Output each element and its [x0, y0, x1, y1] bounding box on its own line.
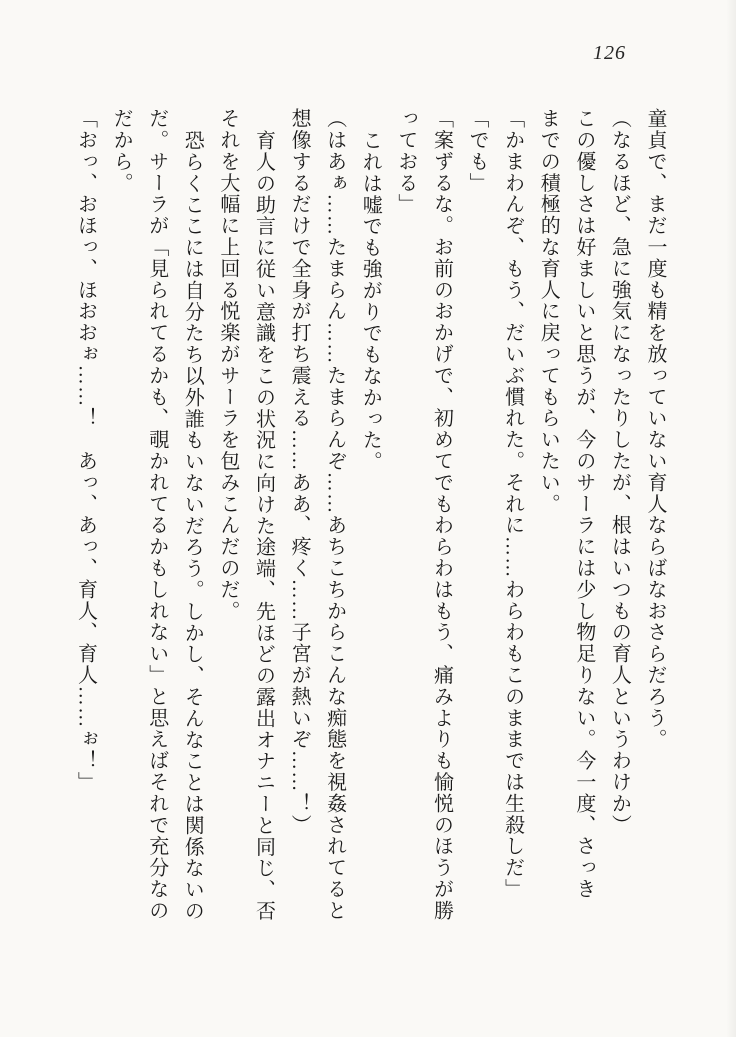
- text-line: っておる」: [394, 108, 417, 215]
- text-line: 「おっ、おほっ、ほおおぉ……！ あっ、あっ、育人、育人……ぉ！」: [74, 108, 97, 793]
- text-line: だから。: [110, 108, 133, 194]
- text-line: 想像するだけで全身が打ち震える……ああ、疼く……子宮が熱いぞ……！）: [288, 108, 311, 836]
- page-number: 126: [593, 42, 626, 64]
- text-line: 「かまわんぞ、もう、だいぶ慣れた。それに……わらわもこのままでは生殺しだ」: [501, 108, 524, 900]
- text-line: 育人の助言に従い意識をこの状況に向けた途端、先ほどの露出オナニーと同じ、否: [252, 129, 275, 922]
- text-line: 「案ずるな。お前のおかげで、初めてでもわらわはもう、痛みよりも愉悦のほうが勝: [430, 108, 453, 922]
- text-line: 「でも」: [466, 108, 489, 194]
- text-line: この優しさは好ましいと思うが、今のサーラには少し物足りない。今一度、さっき: [572, 108, 595, 900]
- text-line: 恐らくここには自分たち以外誰もいないだろう。しかし、そんなことは関係ないの: [181, 129, 204, 922]
- text-block: [67, 108, 672, 940]
- text-line: だ。サーラが「見られてるかも、覗かれてるかもしれない」と思えばそれで充分なの: [145, 108, 168, 922]
- text-line: （はあぁ……たまらん……たまらんぞ……あちこちからこんな痴態を視姦されてると: [323, 108, 346, 922]
- text-line: それを大幅に上回る悦楽がサーラを包みこんだのだ。: [216, 108, 239, 622]
- page-edge-shading: [726, 0, 736, 1037]
- text-line: までの積極的な育人に戻ってもらいたい。: [537, 108, 560, 515]
- text-line: （なるほど、急に強気になったりしたが、根はいつもの育人というわけか）: [608, 108, 631, 836]
- text-line: 童貞で、まだ一度も精を放っていない育人ならばなおさらだろう。: [644, 108, 666, 750]
- text-line: これは嘘でも強がりでもなかった。: [359, 129, 382, 472]
